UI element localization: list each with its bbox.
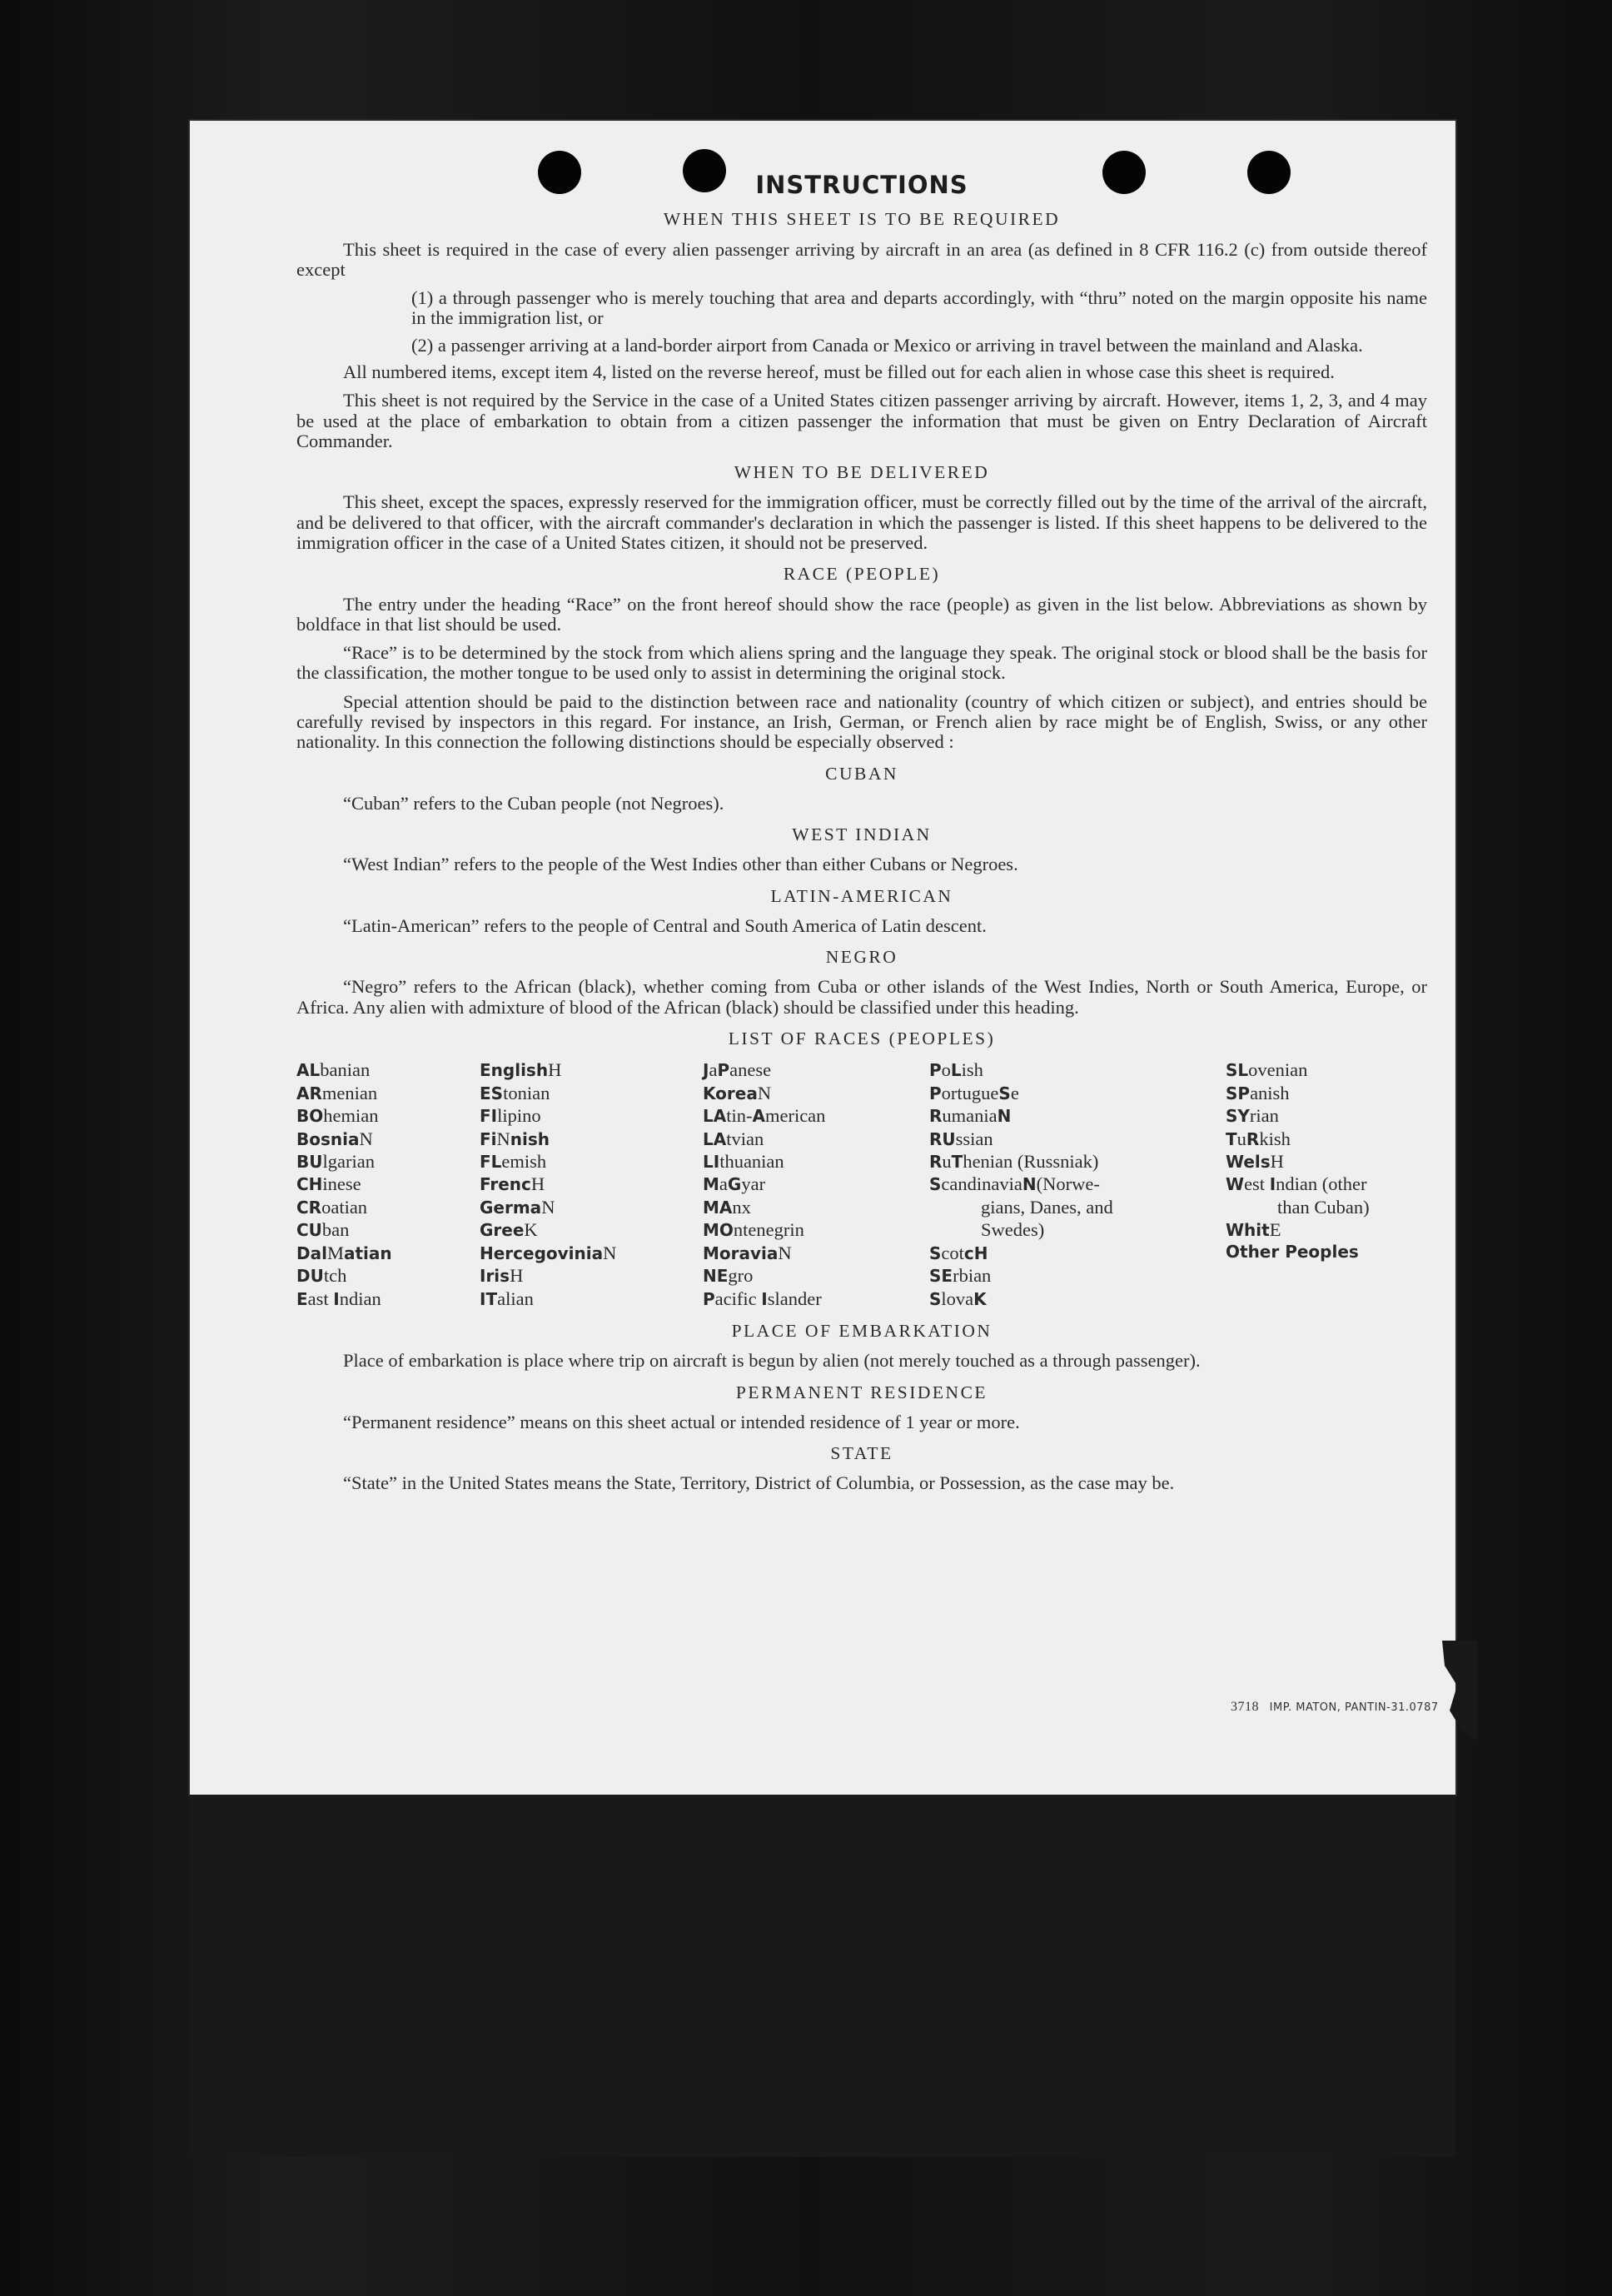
race-abbrev: Frenc [480,1174,531,1195]
race-entry [703,1264,929,1287]
race-entry [480,1242,703,1264]
race-abbrev: P [703,1288,715,1309]
race-abbrev: T [1226,1128,1237,1149]
race-text: est [1244,1173,1270,1195]
race-abbrev: AR [296,1083,322,1103]
paragraph: “Race” is to be determined by the stock from which aliens spring and the language they speak. The original stock or blood shall be the basis for the classification, the mother tongue to be used only to assist in determining the original stock. [296,642,1427,684]
race-text: oatian [321,1196,368,1218]
race-text: N [778,1242,792,1263]
race-abbrev: SL [1226,1060,1249,1081]
race-abbrev: cH [963,1243,988,1263]
race-text: inese [322,1173,361,1195]
race-abbrev: Germa [480,1197,542,1218]
race-text: henian (Russniak) [963,1150,1099,1172]
race-text: tonian [503,1082,550,1103]
race-text: than Cuban) [1277,1196,1370,1218]
race-entry [296,1196,480,1218]
race-abbrev: A [752,1106,765,1127]
race-text: ast [307,1287,334,1309]
race-text: thuanian [719,1150,784,1172]
race-text: N [603,1242,617,1263]
race-abbrev: SY [1226,1106,1250,1127]
race-abbrev: S [998,1083,1011,1103]
race-entry [296,1264,480,1287]
race-text: N [359,1128,373,1149]
race-abbrev: DU [296,1266,324,1287]
race-text: candinavia [941,1173,1022,1195]
race-abbrev: N [997,1106,1012,1127]
race-entry [1226,1242,1427,1262]
race-entry [296,1058,480,1081]
race-text: gro [728,1265,754,1287]
races-column [929,1058,1226,1310]
section-heading: LATIN-AMERICAN [770,885,953,906]
race-abbrev: G [727,1174,742,1195]
race-text: cot [941,1242,964,1263]
race-entry [929,1082,1226,1104]
race-abbrev: Hercegovinia [480,1243,604,1263]
race-entry [703,1218,929,1241]
race-abbrev: IT [480,1288,498,1309]
race-text: K [524,1219,538,1241]
paragraph: “State” in the United States means the State, Territory, District of Columbia, or Possession, as the case may be. [343,1472,1175,1494]
races-list [296,1058,1427,1310]
race-text: ovenian [1248,1059,1308,1081]
race-abbrev: CR [296,1197,322,1218]
race-abbrev: L [950,1060,962,1081]
race-abbrev: FL [480,1151,502,1172]
race-entry [929,1104,1226,1127]
race-abbrev: N [1022,1174,1037,1195]
race-text: u [942,1150,952,1172]
race-text: acific [714,1287,762,1309]
race-text: lova [941,1287,974,1309]
section-heading: WHEN THIS SHEET IS TO BE REQUIRED [663,209,1061,230]
race-abbrev: Moravia [703,1243,779,1263]
race-abbrev: S [929,1174,942,1195]
paragraph: This sheet is not required by the Service in the case of a United States citizen passenger arriving by aircraft. However, items 1, 2, 3, and 4 may be used at the place of embarkation to obtain from a citizen passenger the information that must be given on Entry Declaration of Aircraft Commander. [296,390,1427,451]
race-text: N [757,1082,772,1103]
race-abbrev: E [296,1288,308,1309]
race-text: ban [321,1219,350,1241]
race-abbrev: S [929,1288,942,1309]
race-entry [929,1287,1226,1310]
race-text: ndian (other [1276,1173,1367,1195]
race-text: lipino [497,1105,541,1127]
race-abbrev: Iris [480,1266,510,1287]
race-text: tvian [726,1128,764,1149]
race-abbrev: Whit [1226,1220,1270,1241]
printer-imprint: IMP. MATON, PANTIN-31.0787 [1269,1701,1439,1714]
race-entry [1226,1082,1427,1104]
race-entry [480,1196,703,1218]
race-text: alian [497,1287,534,1309]
race-entry [296,1082,480,1104]
race-text: yar [741,1173,766,1195]
race-abbrev: Fi [480,1128,497,1149]
race-entry [703,1196,929,1218]
race-text: N [541,1196,555,1218]
race-entry [296,1287,480,1310]
instruction-sheet [190,121,1455,1795]
race-entry [480,1173,703,1195]
race-entry [929,1218,1226,1241]
race-abbrev: CU [296,1220,322,1241]
race-entry [480,1150,703,1173]
race-text: H [1270,1150,1284,1172]
race-text: H [530,1173,545,1195]
race-text: H [548,1059,562,1081]
race-entry [929,1196,1226,1218]
race-entry [703,1242,929,1264]
race-text: rbian [953,1265,992,1287]
race-abbrev: P [717,1060,730,1081]
race-text: emish [501,1150,547,1172]
race-abbrev: S [929,1243,942,1263]
race-text: nx [732,1196,751,1218]
race-abbrev: NE [703,1266,729,1287]
race-text: E [1269,1219,1281,1241]
section-heading: LIST OF RACES (PEOPLES) [728,1028,996,1048]
race-text: ortugue [941,1082,999,1103]
exception-item: (2) a passenger arriving at a land-border airport from Canada or Mexico or arriving in travel between the mainland and Alaska. [411,334,1363,356]
race-entry [1226,1128,1427,1150]
race-entry [703,1082,929,1104]
race-entry [480,1058,703,1081]
race-text: gians, Danes, and [981,1196,1113,1218]
race-text: kish [1259,1128,1291,1149]
scan-background [190,1795,1455,2157]
torn-corner [1427,1641,1477,1741]
race-text: banian [320,1059,371,1081]
race-abbrev: R [1246,1128,1260,1149]
race-text: rian [1249,1105,1279,1127]
race-abbrev: English [480,1060,549,1081]
race-entry [703,1058,929,1081]
race-entry [929,1242,1226,1264]
races-column [1226,1058,1427,1310]
race-entry [296,1173,480,1195]
race-text: e [1010,1082,1019,1103]
race-abbrev: MA [703,1197,733,1218]
race-text: a [719,1173,728,1195]
race-entry [296,1150,480,1173]
race-abbrev: Korea [703,1083,758,1103]
races-column [296,1058,480,1310]
race-text: ish [961,1059,983,1081]
paragraph: “Negro” refers to the African (black), whether coming from Cuba or other islands of the West Indies, North or South America, Europe, or Africa. Any alien with admixture of blood of the African (black) should be classified under this heading. [296,976,1427,1018]
race-abbrev: I [1269,1174,1276,1195]
race-entry [1226,1196,1427,1218]
paragraph: “Cuban” refers to the Cuban people (not Negroes). [343,792,724,814]
race-text: umania [942,1105,998,1127]
section-heading: WEST INDIAN [792,824,932,845]
race-text: slander [767,1287,822,1309]
race-abbrev: BO [296,1106,324,1127]
race-entry [929,1150,1226,1173]
race-text: anese [729,1059,772,1081]
race-entry [929,1058,1226,1081]
race-text: N [496,1128,510,1149]
race-entry [1226,1104,1427,1127]
race-abbrev: LA [703,1106,727,1127]
race-entry [480,1104,703,1127]
race-abbrev: RU [929,1128,956,1149]
race-text: (Norwe- [1036,1173,1100,1195]
paragraph: This sheet is required in the case of every alien passenger arriving by aircraft in an area (as defined in 8 CFR 116.2 (c) from outside thereof except [296,238,1427,280]
race-entry [296,1242,480,1264]
exception-item: (1) a through passenger who is merely touching that area and departs accordingly, with “thru” noted on the margin opposite his name in the immigration list, or [411,287,1427,329]
instructions-text [296,172,1427,1502]
section-heading: WHEN TO BE DELIVERED [734,462,990,483]
race-text: ssian [955,1128,993,1149]
race-abbrev: ES [480,1083,504,1103]
race-text: tch [323,1265,347,1287]
race-text: M [326,1242,344,1263]
race-entry [480,1264,703,1287]
section-heading: STATE [830,1443,893,1464]
race-abbrev: LI [703,1151,720,1172]
race-abbrev: MO [703,1220,734,1241]
race-entry [480,1128,703,1150]
race-text: ndian [339,1287,381,1309]
races-column [703,1058,929,1310]
race-text: anish [1250,1082,1290,1103]
race-abbrev: R [929,1151,943,1172]
race-entry [296,1218,480,1241]
race-abbrev: SE [929,1266,953,1287]
paragraph: “West Indian” refers to the people of the West Indies other than either Cubans or Negroes. [343,854,1018,875]
race-entry [480,1082,703,1104]
race-text: hemian [323,1105,379,1127]
race-abbrev: P [929,1083,942,1103]
race-text: H [510,1265,524,1287]
race-entry [480,1218,703,1241]
race-entry [929,1173,1226,1195]
race-abbrev: I [761,1288,768,1309]
race-abbrev: W [1226,1174,1245,1195]
race-abbrev: FI [480,1106,498,1127]
form-number: 3718 [1231,1700,1259,1714]
race-entry [703,1104,929,1127]
race-entry [1226,1218,1427,1241]
race-text: menian [321,1082,378,1103]
race-entry [480,1287,703,1310]
race-abbrev: Gree [480,1220,525,1241]
race-abbrev: SP [1226,1083,1251,1103]
race-entry [703,1173,929,1195]
race-entry [929,1264,1226,1287]
section-heading: NEGRO [825,947,898,968]
race-abbrev: Dal [296,1243,327,1263]
section-heading: PLACE OF EMBARKATION [731,1321,993,1341]
race-text: ntenegrin [733,1219,804,1241]
race-abbrev: I [333,1288,340,1309]
race-text: a [709,1059,718,1081]
race-abbrev: M [703,1174,719,1195]
race-text: u [1236,1128,1246,1149]
race-entry [929,1128,1226,1150]
race-abbrev: BU [296,1151,323,1172]
print-footer [1231,1700,1439,1715]
race-text: lgarian [322,1150,375,1172]
paragraph: Special attention should be paid to the distinction between race and nationality (country of which citizen or subject), and entries should be carefully revised by inspectors in this regard. For instance, an Irish, German, or French alien by race might be of English, Swiss, or any other nationality. In this connection the following distinctions should be especially observed : [296,690,1427,753]
paragraph: This sheet, except the spaces, expressly reserved for the immigration officer, must be correctly filled out by the time of the arrival of the aircraft, and be delivered to that officer, with the aircraft commander's declaration in which the passenger is listed. If this sheet happens to be delivered to the immigration officer in the case of a United States citizen, it should not be preserved. [296,491,1427,554]
section-heading: CUBAN [825,763,898,784]
race-abbrev: P [929,1060,942,1081]
race-abbrev: J [703,1060,709,1081]
races-column [480,1058,703,1310]
race-text: Swedes) [981,1219,1045,1241]
section-heading: RACE (PEOPLE) [783,564,941,585]
race-abbrev: Bosnia [296,1128,360,1149]
paragraph: “Permanent residence” means on this sheet actual or intended residence of 1 year or more. [343,1411,1020,1432]
race-abbrev: CH [296,1174,323,1195]
race-abbrev: LA [703,1128,727,1149]
race-entry [1226,1173,1427,1195]
race-abbrev: nish [510,1128,550,1149]
paragraph: All numbered items, except item 4, listed on the reverse hereof, must be filled out for each alien in whose case this sheet is required. [343,361,1335,383]
race-text: tin- [726,1105,753,1127]
race-entry [296,1128,480,1150]
paragraph: “Latin-American” refers to the people of Central and South America of Latin descent. [343,914,987,936]
race-abbrev: Other Peoples [1226,1241,1359,1262]
race-abbrev: T [951,1151,963,1172]
race-entry [296,1104,480,1127]
race-entry [703,1128,929,1150]
race-entry [1226,1058,1427,1081]
race-entry [1226,1150,1427,1173]
race-abbrev: R [929,1106,943,1127]
paragraph: The entry under the heading “Race” on the front hereof should show the race (people) as given in the list below. Abbreviations as shown by boldface in that list should be used. [296,593,1427,635]
paragraph: Place of embarkation is place where trip on aircraft is begun by alien (not merely touched as a through passenger). [343,1350,1201,1372]
race-entry [703,1287,929,1310]
race-abbrev: AL [296,1060,321,1081]
page-title: INSTRUCTIONS [755,171,968,199]
race-entry [703,1150,929,1173]
race-abbrev: Wels [1226,1151,1271,1172]
race-text: o [941,1059,951,1081]
section-heading: PERMANENT RESIDENCE [735,1382,988,1402]
race-text: merican [764,1105,826,1127]
race-abbrev: atian [343,1243,392,1263]
race-abbrev: K [973,1288,987,1309]
